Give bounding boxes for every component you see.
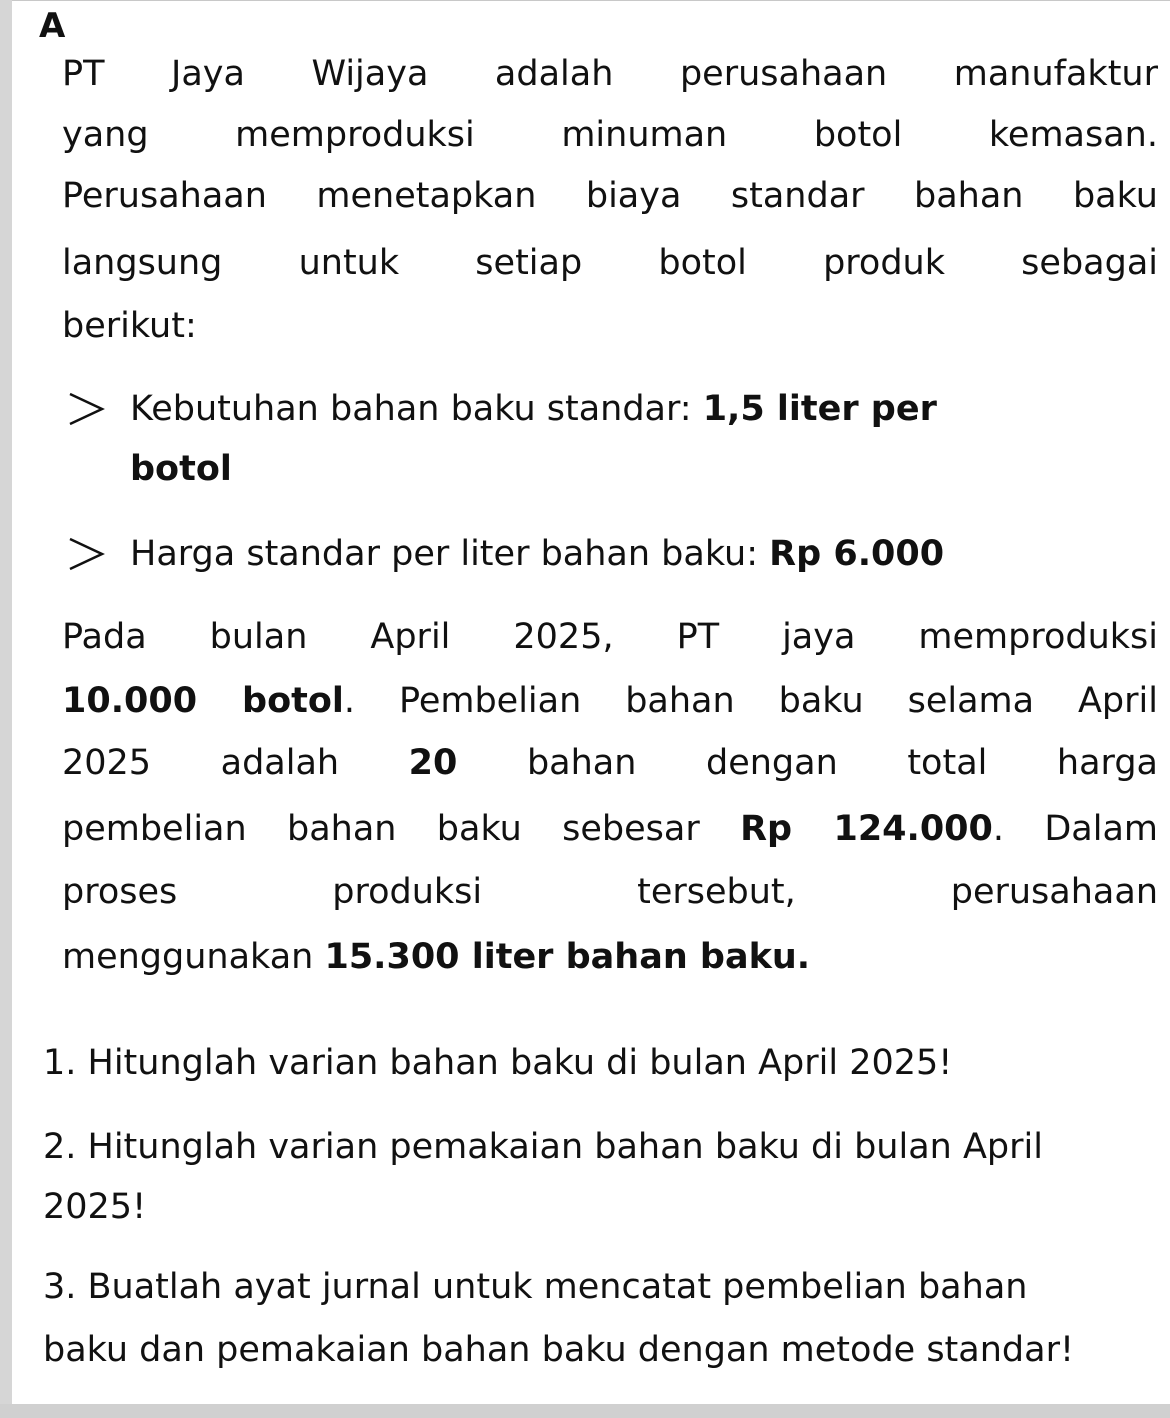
arrowhead-bullet-icon xyxy=(62,386,122,432)
question-2-continued: 2025! xyxy=(43,1187,147,1227)
intro-line-2: yang memproduksi minuman botol kemasan. xyxy=(62,115,1158,155)
production-quantity: 10.000 botol xyxy=(62,681,344,721)
bullet-standard-quantity-continued xyxy=(130,446,232,492)
body-line-4 xyxy=(62,806,1158,852)
body-line-6-a: menggunakan xyxy=(62,937,325,977)
body-line-1: Pada bulan April 2025, PT jaya memproduksi xyxy=(62,617,1158,657)
question-3: 3. Buatlah ayat jurnal untuk mencatat pembelian bahan xyxy=(43,1267,1028,1307)
purchase-quantity: 20 xyxy=(408,743,458,783)
bullet-standard-quantity xyxy=(130,386,937,432)
actual-usage: 15.300 liter bahan baku. xyxy=(324,937,811,977)
question-2: 2. Hitunglah varian pemakaian bahan baku di bulan April xyxy=(43,1127,1043,1167)
bullet-standard-quantity-value: 1,5 liter per xyxy=(702,389,937,429)
body-line-3 xyxy=(62,740,1158,786)
body-line-3-a: 2025 adalah xyxy=(62,743,409,783)
body-line-4-a: pembelian bahan baku sebesar xyxy=(62,809,741,849)
body-line-6 xyxy=(62,934,810,980)
intro-line-1: PT Jaya Wijaya adalah perusahaan manufaktur xyxy=(62,54,1158,94)
intro-line-3: Perusahaan menetapkan biaya standar bahan baku xyxy=(62,176,1158,216)
bullet-standard-quantity-unit: botol xyxy=(130,449,232,489)
arrowhead-bullet-icon xyxy=(62,531,122,577)
bullet-standard-price-label: Harga standar per liter bahan baku: xyxy=(130,534,770,574)
bullet-standard-quantity-label: Kebutuhan bahan baku standar: xyxy=(130,389,703,429)
body-line-3-b: bahan dengan total harga xyxy=(457,743,1158,783)
page-left-edge xyxy=(0,0,12,1418)
bullet-standard-price xyxy=(130,531,944,577)
body-line-5: proses produksi tersebut, perusahaan xyxy=(62,872,1158,912)
body-line-4-b: . Dalam xyxy=(992,809,1159,849)
intro-line-4: langsung untuk setiap botol produk sebagai xyxy=(62,243,1158,283)
body-line-2-rest: . Pembelian bahan baku selama April xyxy=(343,681,1158,721)
body-line-2 xyxy=(62,678,1158,724)
purchase-total: Rp 124.000 xyxy=(740,809,993,849)
intro-line-5: berikut: xyxy=(62,306,197,346)
question-3-continued: baku dan pemakaian bahan baku dengan metode standar! xyxy=(43,1330,1074,1370)
bullet-standard-price-value: Rp 6.000 xyxy=(769,534,945,574)
section-letter: A xyxy=(39,6,66,46)
top-rule xyxy=(12,0,1170,1)
bottom-edge xyxy=(0,1404,1170,1418)
question-1: 1. Hitunglah varian bahan baku di bulan April 2025! xyxy=(43,1043,953,1083)
